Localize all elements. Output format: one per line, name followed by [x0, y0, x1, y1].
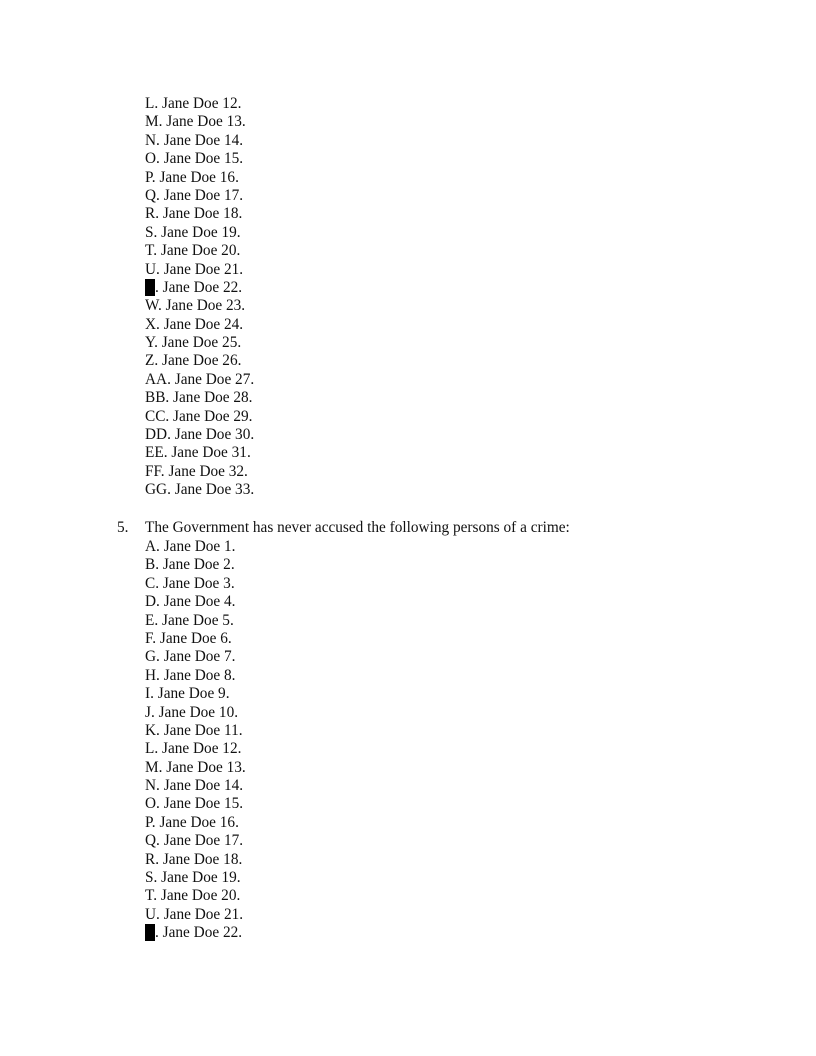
item-text: Jane Doe 13. — [162, 113, 246, 131]
list-item — [145, 481, 254, 499]
list-item — [145, 814, 246, 832]
item-label: T. — [145, 242, 158, 260]
item-text: . Jane Doe 22. — [155, 278, 243, 296]
list-item — [145, 851, 246, 869]
list-item — [145, 722, 246, 740]
item-label: GG. — [145, 481, 171, 499]
list-item — [145, 444, 254, 462]
item-label: BB. — [145, 389, 170, 407]
item-text: Jane Doe 31. — [167, 444, 251, 462]
item-text: Jane Doe 25. — [157, 334, 242, 352]
item-label: P. — [145, 168, 156, 186]
list-item — [145, 685, 246, 703]
list-item — [145, 740, 246, 758]
list-item — [145, 759, 246, 777]
item-label: C. — [145, 574, 160, 592]
item-label: O. — [145, 795, 160, 813]
list-item — [145, 630, 246, 648]
list-item — [145, 113, 254, 131]
list-item — [145, 593, 246, 611]
list-item — [145, 795, 246, 813]
list-item — [145, 556, 246, 574]
list-item — [145, 924, 246, 942]
item-text: Jane Doe 16. — [155, 813, 239, 831]
list-item — [145, 777, 246, 795]
item-text: Jane Doe 23. — [161, 297, 246, 315]
list-item — [145, 408, 254, 426]
list-item — [145, 538, 246, 556]
item-text: Jane Doe 6. — [156, 629, 232, 647]
item-label: W. — [145, 297, 162, 315]
item-label: CC. — [145, 407, 170, 425]
item-text: Jane Doe 11. — [159, 721, 243, 739]
item-label: S. — [145, 223, 158, 241]
list-item — [145, 887, 246, 905]
item-label: N. — [145, 777, 160, 795]
item-label: DD. — [145, 426, 171, 444]
item-label: U. — [145, 905, 160, 923]
paragraph-text: The Government has never accused the following persons of a crime: — [145, 519, 570, 536]
list-item — [145, 463, 254, 481]
item-label: H. — [145, 666, 160, 684]
item-text: Jane Doe 15. — [159, 150, 244, 168]
list-item — [145, 224, 254, 242]
list-item — [145, 371, 254, 389]
item-text: Jane Doe 20. — [157, 242, 241, 260]
item-text: Jane Doe 14. — [159, 777, 244, 795]
paragraph-5 — [117, 519, 570, 537]
item-label: Q. — [145, 832, 160, 850]
item-text: Jane Doe 28. — [169, 389, 253, 407]
list-item — [145, 187, 254, 205]
redaction-box — [145, 279, 155, 296]
item-label: Q. — [145, 186, 160, 204]
item-label: Z. — [145, 352, 159, 370]
list-item — [145, 242, 254, 260]
item-text: Jane Doe 20. — [157, 887, 241, 905]
item-label: L. — [145, 740, 159, 758]
item-label: AA. — [145, 370, 171, 388]
paragraph-number: 5. — [117, 519, 129, 536]
list-item — [145, 150, 254, 168]
item-text: Jane Doe 21. — [159, 905, 244, 923]
item-label: U. — [145, 260, 160, 278]
item-text: Jane Doe 26. — [158, 352, 242, 370]
item-text: Jane Doe 8. — [159, 666, 236, 684]
list-item — [145, 132, 254, 150]
item-text: Jane Doe 16. — [155, 168, 239, 186]
item-text: Jane Doe 19. — [157, 223, 241, 241]
list-item — [145, 832, 246, 850]
jane-doe-list-continued — [145, 95, 254, 500]
item-text: Jane Doe 21. — [159, 260, 244, 278]
list-item — [145, 869, 246, 887]
item-label: N. — [145, 131, 160, 149]
item-text: Jane Doe 17. — [159, 832, 244, 850]
item-text: Jane Doe 33. — [170, 481, 255, 499]
list-item — [145, 334, 254, 352]
list-item — [145, 426, 254, 444]
list-item — [145, 169, 254, 187]
item-label: T. — [145, 887, 158, 905]
item-text: Jane Doe 32. — [164, 462, 248, 480]
list-item — [145, 205, 254, 223]
list-item — [145, 906, 246, 924]
item-text: Jane Doe 1. — [159, 538, 236, 555]
item-label: I. — [145, 685, 154, 703]
list-item — [145, 667, 246, 685]
list-item — [145, 297, 254, 315]
item-label: B. — [145, 556, 160, 574]
item-label: R. — [145, 205, 160, 223]
list-item — [145, 648, 246, 666]
item-text: Jane Doe 12. — [158, 95, 242, 112]
item-label: FF. — [145, 462, 165, 480]
item-label: X. — [145, 315, 160, 333]
item-label: O. — [145, 150, 160, 168]
item-text: Jane Doe 3. — [159, 574, 235, 592]
item-text: Jane Doe 18. — [159, 850, 243, 868]
item-label: D. — [145, 593, 160, 611]
item-label: R. — [145, 850, 160, 868]
item-text: Jane Doe 5. — [158, 611, 234, 629]
item-text: Jane Doe 27. — [170, 370, 255, 388]
item-text: . Jane Doe 22. — [155, 924, 243, 942]
item-text: Jane Doe 18. — [159, 205, 243, 223]
item-label: M. — [145, 758, 163, 776]
item-text: Jane Doe 29. — [169, 407, 253, 425]
item-text: Jane Doe 14. — [159, 131, 244, 149]
item-label: E. — [145, 611, 159, 629]
item-label: P. — [145, 813, 156, 831]
list-item — [145, 316, 254, 334]
item-label: F. — [145, 629, 157, 647]
item-text: Jane Doe 10. — [154, 703, 239, 721]
item-label: Y. — [145, 334, 158, 352]
list-item — [145, 279, 254, 297]
item-label: EE. — [145, 444, 168, 462]
item-text: Jane Doe 13. — [162, 758, 246, 776]
item-label: L. — [145, 95, 159, 112]
redaction-box — [145, 924, 155, 941]
list-item — [145, 389, 254, 407]
item-text: Jane Doe 2. — [159, 556, 235, 574]
list-item — [145, 352, 254, 370]
item-label: A. — [145, 538, 160, 555]
list-item — [145, 575, 246, 593]
item-text: Jane Doe 15. — [159, 795, 244, 813]
jane-doe-list-never-accused — [145, 538, 246, 943]
item-label: M. — [145, 113, 163, 131]
item-text: Jane Doe 30. — [170, 426, 255, 444]
item-label: K. — [145, 721, 160, 739]
item-label: J. — [145, 703, 155, 721]
item-text: Jane Doe 4. — [159, 593, 236, 611]
item-text: Jane Doe 19. — [157, 869, 241, 887]
list-item — [145, 95, 254, 113]
item-label: G. — [145, 648, 160, 666]
list-item — [145, 612, 246, 630]
item-text: Jane Doe 7. — [159, 648, 236, 666]
item-label: S. — [145, 869, 158, 887]
list-item — [145, 261, 254, 279]
item-text: Jane Doe 17. — [159, 186, 244, 204]
list-item — [145, 704, 246, 722]
item-text: Jane Doe 24. — [159, 315, 244, 333]
item-text: Jane Doe 9. — [153, 685, 230, 703]
item-text: Jane Doe 12. — [158, 740, 242, 758]
